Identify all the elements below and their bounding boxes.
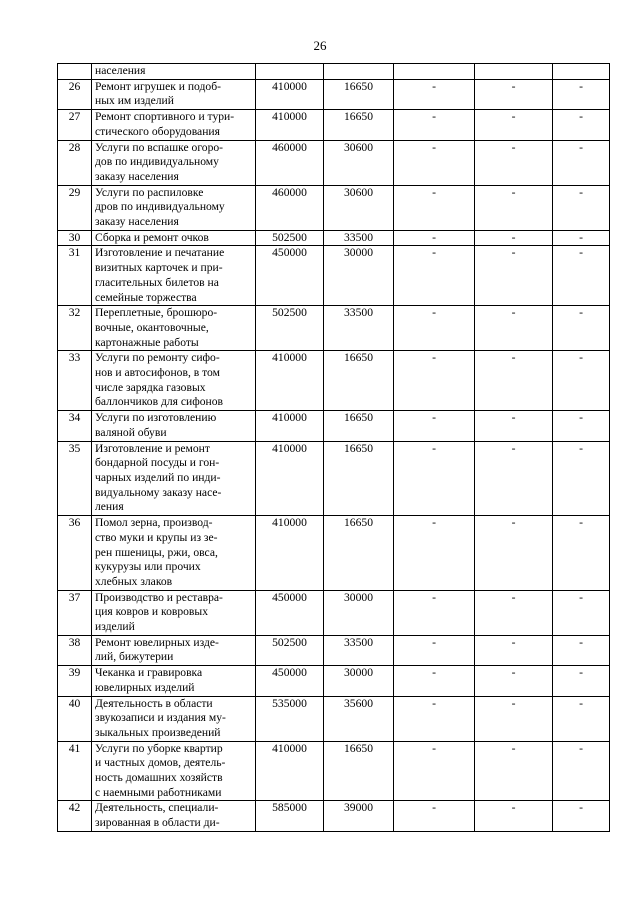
value-4-cell: -	[475, 666, 553, 696]
value-3-cell: -	[394, 306, 475, 351]
value-2-cell: 16650	[324, 741, 394, 801]
value-5-cell: -	[553, 79, 610, 109]
value-4-cell: -	[475, 79, 553, 109]
value-3-cell: -	[394, 351, 475, 411]
value-2-cell: 16650	[324, 441, 394, 516]
row-number-cell: 27	[58, 110, 92, 140]
value-2-cell: 30000	[324, 246, 394, 306]
value-3-cell: -	[394, 696, 475, 741]
value-2-cell: 33500	[324, 230, 394, 246]
service-name-cell: Ремонт ювелирных изде- лий, бижутерии	[92, 635, 256, 665]
table-row	[58, 741, 610, 801]
value-5-cell: -	[553, 110, 610, 140]
row-number-cell: 39	[58, 666, 92, 696]
value-5-cell: -	[553, 246, 610, 306]
row-number-cell: 28	[58, 140, 92, 185]
value-5-cell: -	[553, 801, 610, 831]
value-5-cell: -	[553, 230, 610, 246]
value-1-cell: 410000	[256, 79, 324, 109]
value-4-cell: -	[475, 590, 553, 635]
value-1-cell	[256, 64, 324, 80]
value-5-cell: -	[553, 635, 610, 665]
row-number-cell: 38	[58, 635, 92, 665]
row-number-cell	[58, 64, 92, 80]
service-name-cell: Сборка и ремонт очков	[92, 230, 256, 246]
value-4-cell: -	[475, 140, 553, 185]
value-1-cell: 502500	[256, 635, 324, 665]
value-5-cell: -	[553, 306, 610, 351]
row-number-cell: 32	[58, 306, 92, 351]
row-number-cell: 29	[58, 185, 92, 230]
row-number-cell: 41	[58, 741, 92, 801]
value-4-cell: -	[475, 230, 553, 246]
value-2-cell: 16650	[324, 351, 394, 411]
value-4-cell: -	[475, 110, 553, 140]
table-row	[58, 441, 610, 516]
row-number-cell: 36	[58, 516, 92, 591]
value-3-cell: -	[394, 246, 475, 306]
tariff-table	[57, 63, 610, 832]
value-4-cell: -	[475, 185, 553, 230]
row-number-cell: 34	[58, 411, 92, 441]
value-1-cell: 585000	[256, 801, 324, 831]
value-2-cell: 30000	[324, 666, 394, 696]
value-1-cell: 410000	[256, 741, 324, 801]
value-2-cell: 33500	[324, 306, 394, 351]
value-3-cell: -	[394, 110, 475, 140]
value-2-cell: 30600	[324, 185, 394, 230]
value-1-cell: 502500	[256, 306, 324, 351]
service-name-cell: Изготовление и ремонт бондарной посуды и гон- чарных изделий по инди- видуальному заказу насе- ления	[92, 441, 256, 516]
value-3-cell: -	[394, 590, 475, 635]
value-2-cell: 35600	[324, 696, 394, 741]
value-3-cell: -	[394, 411, 475, 441]
table-row	[58, 516, 610, 591]
table-row	[58, 185, 610, 230]
table-row	[58, 411, 610, 441]
value-5-cell: -	[553, 351, 610, 411]
value-1-cell: 450000	[256, 246, 324, 306]
table-body	[58, 64, 610, 832]
value-4-cell: -	[475, 411, 553, 441]
value-1-cell: 410000	[256, 351, 324, 411]
value-2-cell: 16650	[324, 411, 394, 441]
row-number-cell: 35	[58, 441, 92, 516]
value-2-cell: 16650	[324, 79, 394, 109]
page-number: 26	[313, 38, 327, 53]
table-row	[58, 801, 610, 831]
value-4-cell: -	[475, 246, 553, 306]
value-1-cell: 410000	[256, 516, 324, 591]
table-row	[58, 110, 610, 140]
value-4-cell: -	[475, 696, 553, 741]
value-5-cell: -	[553, 185, 610, 230]
value-1-cell: 460000	[256, 185, 324, 230]
value-5-cell: -	[553, 411, 610, 441]
service-name-cell: Деятельность, специали- зированная в области ди-	[92, 801, 256, 831]
service-name-cell: Чеканка и гравировка ювелирных изделий	[92, 666, 256, 696]
value-2-cell: 16650	[324, 516, 394, 591]
table-row	[58, 140, 610, 185]
value-5-cell: -	[553, 590, 610, 635]
table-row	[58, 590, 610, 635]
value-3-cell: -	[394, 516, 475, 591]
value-3-cell: -	[394, 185, 475, 230]
value-2-cell: 16650	[324, 110, 394, 140]
value-4-cell: -	[475, 801, 553, 831]
service-name-cell: Изготовление и печатание визитных карточек и при- гласительных билетов на семейные торжества	[92, 246, 256, 306]
service-name-cell: Производство и реставра- ция ковров и ковровых изделий	[92, 590, 256, 635]
value-4-cell: -	[475, 635, 553, 665]
value-2-cell	[324, 64, 394, 80]
table-row	[58, 351, 610, 411]
table-row	[58, 79, 610, 109]
value-1-cell: 450000	[256, 590, 324, 635]
value-5-cell: -	[553, 140, 610, 185]
value-1-cell: 450000	[256, 666, 324, 696]
value-4-cell: -	[475, 351, 553, 411]
value-4-cell: -	[475, 441, 553, 516]
value-1-cell: 410000	[256, 441, 324, 516]
service-name-cell: Переплетные, брошюро- вочные, окантовочные, картонажные работы	[92, 306, 256, 351]
row-number-cell: 42	[58, 801, 92, 831]
service-name-cell: Услуги по вспашке огоро- дов по индивидуальному заказу населения	[92, 140, 256, 185]
value-5-cell	[553, 64, 610, 80]
value-4-cell	[475, 64, 553, 80]
row-number-cell: 31	[58, 246, 92, 306]
row-number-cell: 37	[58, 590, 92, 635]
table-row	[58, 64, 610, 80]
service-name-cell: Ремонт спортивного и тури- стического оборудования	[92, 110, 256, 140]
value-3-cell: -	[394, 666, 475, 696]
value-1-cell: 410000	[256, 411, 324, 441]
value-3-cell: -	[394, 441, 475, 516]
service-name-cell: Услуги по ремонту сифо- нов и автосифонов, в том числе зарядка газовых баллончиков для сифонов	[92, 351, 256, 411]
table-row	[58, 230, 610, 246]
value-4-cell: -	[475, 516, 553, 591]
value-1-cell: 502500	[256, 230, 324, 246]
row-number-cell: 26	[58, 79, 92, 109]
service-name-cell: Услуги по распиловке дров по индивидуальному заказу населения	[92, 185, 256, 230]
value-5-cell: -	[553, 666, 610, 696]
table-row	[58, 666, 610, 696]
value-3-cell: -	[394, 140, 475, 185]
service-name-cell: Услуги по изготовлению валяной обуви	[92, 411, 256, 441]
value-5-cell: -	[553, 741, 610, 801]
service-name-cell: населения	[92, 64, 256, 80]
value-3-cell: -	[394, 230, 475, 246]
row-number-cell: 30	[58, 230, 92, 246]
value-5-cell: -	[553, 696, 610, 741]
table-row	[58, 246, 610, 306]
value-4-cell: -	[475, 741, 553, 801]
table-row	[58, 635, 610, 665]
value-3-cell	[394, 64, 475, 80]
row-number-cell: 33	[58, 351, 92, 411]
table-row	[58, 306, 610, 351]
value-3-cell: -	[394, 79, 475, 109]
service-name-cell: Деятельность в области звукозаписи и издания му- зыкальных произведений	[92, 696, 256, 741]
table-row	[58, 696, 610, 741]
value-1-cell: 410000	[256, 110, 324, 140]
service-name-cell: Помол зерна, производ- ство муки и крупы из зе- рен пшеницы, ржи, овса, кукурузы или прочих хлебных злаков	[92, 516, 256, 591]
value-3-cell: -	[394, 635, 475, 665]
value-1-cell: 460000	[256, 140, 324, 185]
value-1-cell: 535000	[256, 696, 324, 741]
service-name-cell: Услуги по уборке квартир и частных домов, деятель- ность домашних хозяйств с наемными работниками	[92, 741, 256, 801]
value-2-cell: 33500	[324, 635, 394, 665]
value-2-cell: 39000	[324, 801, 394, 831]
value-5-cell: -	[553, 441, 610, 516]
service-name-cell: Ремонт игрушек и подоб- ных им изделий	[92, 79, 256, 109]
value-3-cell: -	[394, 801, 475, 831]
value-4-cell: -	[475, 306, 553, 351]
row-number-cell: 40	[58, 696, 92, 741]
value-3-cell: -	[394, 741, 475, 801]
value-2-cell: 30600	[324, 140, 394, 185]
value-5-cell: -	[553, 516, 610, 591]
value-2-cell: 30000	[324, 590, 394, 635]
